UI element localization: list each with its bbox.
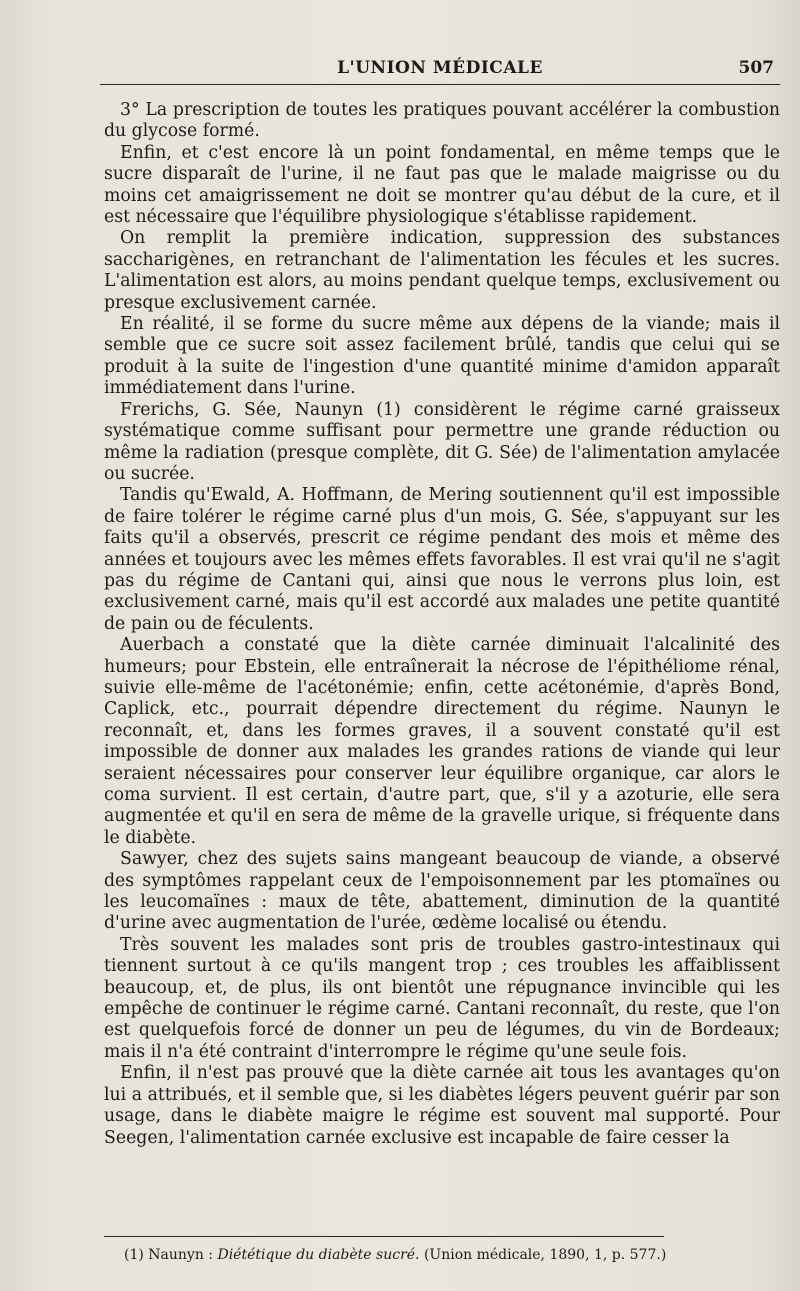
footnote-author: Naunyn : bbox=[148, 1247, 214, 1263]
header-rule bbox=[100, 84, 780, 85]
paragraph: Frerichs, G. Sée, Naunyn (1) considèrent le régime carné graisseux systématique comme suffisant pour permettre une grande réduction ou même la radiation (presque complète, dit G. Sée) de l'alimentation amylacée ou sucrée. bbox=[104, 399, 780, 484]
running-title: L'UNION MÉDICALE bbox=[337, 58, 543, 78]
paragraph: Enfin, il n'est pas prouvé que la diète carnée ait tous les avantages qu'on lui a attribués, et il semble que, si les diabètes légers peuvent guérir par son usage, dans le diabète maigre le régime est souvent mal supporté. Pour Seegen, l'alimentation carnée exclusive est incapable de faire cesser la bbox=[104, 1063, 780, 1148]
paragraph: Très souvent les malades sont pris de troubles gastro-intestinaux qui tiennent surtout à ce qu'ils mangent trop ; ces troubles les affaiblissent beaucoup, et, de plus, ils ont bientôt une répugnance invincible qui les empêche de continuer le régime carné. Cantani reconnaît, du reste, que l'on est quelquefois forcé de donner un peu de légumes, du vin de Bordeaux; mais il n'a été contraint d'interrompre le régime qu'une seule fois. bbox=[104, 934, 780, 1062]
page-header bbox=[100, 58, 780, 84]
paragraph: Tandis qu'Ewald, A. Hoffmann, de Mering soutiennent qu'il est impossible de faire tolérer le régime carné plus d'un mois, G. Sée, s'appuyant sur les faits qu'il a observés, prescrit ce régime pendant des mois et même des années et toujours avec les mêmes effets favorables. Il est vrai qu'il ne s'agit pas du régime de Cantani qui, ainsi que nous le verrons plus loin, est exclusivement carné, mais qu'il est accordé aux malades une petite quantité de pain ou de féculents. bbox=[104, 485, 780, 634]
body-text bbox=[104, 100, 780, 1149]
footnote-marker: (1) bbox=[124, 1247, 144, 1263]
footnote-title: Diététique du diabète sucré. bbox=[217, 1247, 420, 1263]
paragraph: 3° La prescription de toutes les pratiques pouvant accélérer la combustion du glycose formé. bbox=[104, 100, 780, 142]
paragraph: En réalité, il se forme du sucre même aux dépens de la viande; mais il semble que ce sucre soit assez facilement brûlé, tandis que celui qui se produit à la suite de l'ingestion d'une quantité minime d'amidon apparaît immédiatement dans l'urine. bbox=[104, 314, 780, 399]
paragraph: Auerbach a constaté que la diète carnée diminuait l'alcalinité des humeurs; pour Ebstein, elle entraînerait la nécrose de l'épithéliome rénal, suivie elle-même de l'acétonémie; enfin, cette acétonémie, d'après Bond, Caplick, etc., pourrait dépendre directement du régime. Naunyn le reconnaît, et, dans les formes graves, il a souvent constaté qu'il est impossible de donner aux malades les grandes rations de viande qui leur seraient nécessaires pour conserver leur équilibre organique, car alors le coma survient. Il est certain, d'autre part, que, s'il y a azoturie, elle sera augmentée et qu'il en sera de même de la gravelle urique, si fréquente dans le diabète. bbox=[104, 635, 780, 848]
paragraph: On remplit la première indication, suppression des substances saccharigènes, en retranchant de l'alimentation les fécules et les sucres. L'alimentation est alors, au moins pendant quelque temps, exclusivement ou presque exclusivement carnée. bbox=[104, 228, 780, 313]
footnote-source: (Union médicale, 1890, 1, p. 577.) bbox=[423, 1247, 667, 1263]
paragraph: Enfin, et c'est encore là un point fondamental, en même temps que le sucre disparaît de l'urine, il ne faut pas que le malade maigrisse ou du moins cet amaigrissement ne doit se montrer qu'au début de la cure, et il est nécessaire que l'équilibre physiologique s'établisse rapidement. bbox=[104, 142, 780, 228]
page-number: 507 bbox=[738, 58, 774, 78]
footnote-rule bbox=[104, 1236, 664, 1237]
paragraph: Sawyer, chez des sujets sains mangeant beaucoup de viande, a observé des symptômes rappelant ceux de l'empoisonnement par les ptomaïnes ou les leucomaïnes : maux de tête, abattement, diminution de la quantité d'urine avec augmentation de l'urée, œdème localisé ou étendu. bbox=[104, 849, 780, 934]
footnote bbox=[124, 1246, 764, 1264]
